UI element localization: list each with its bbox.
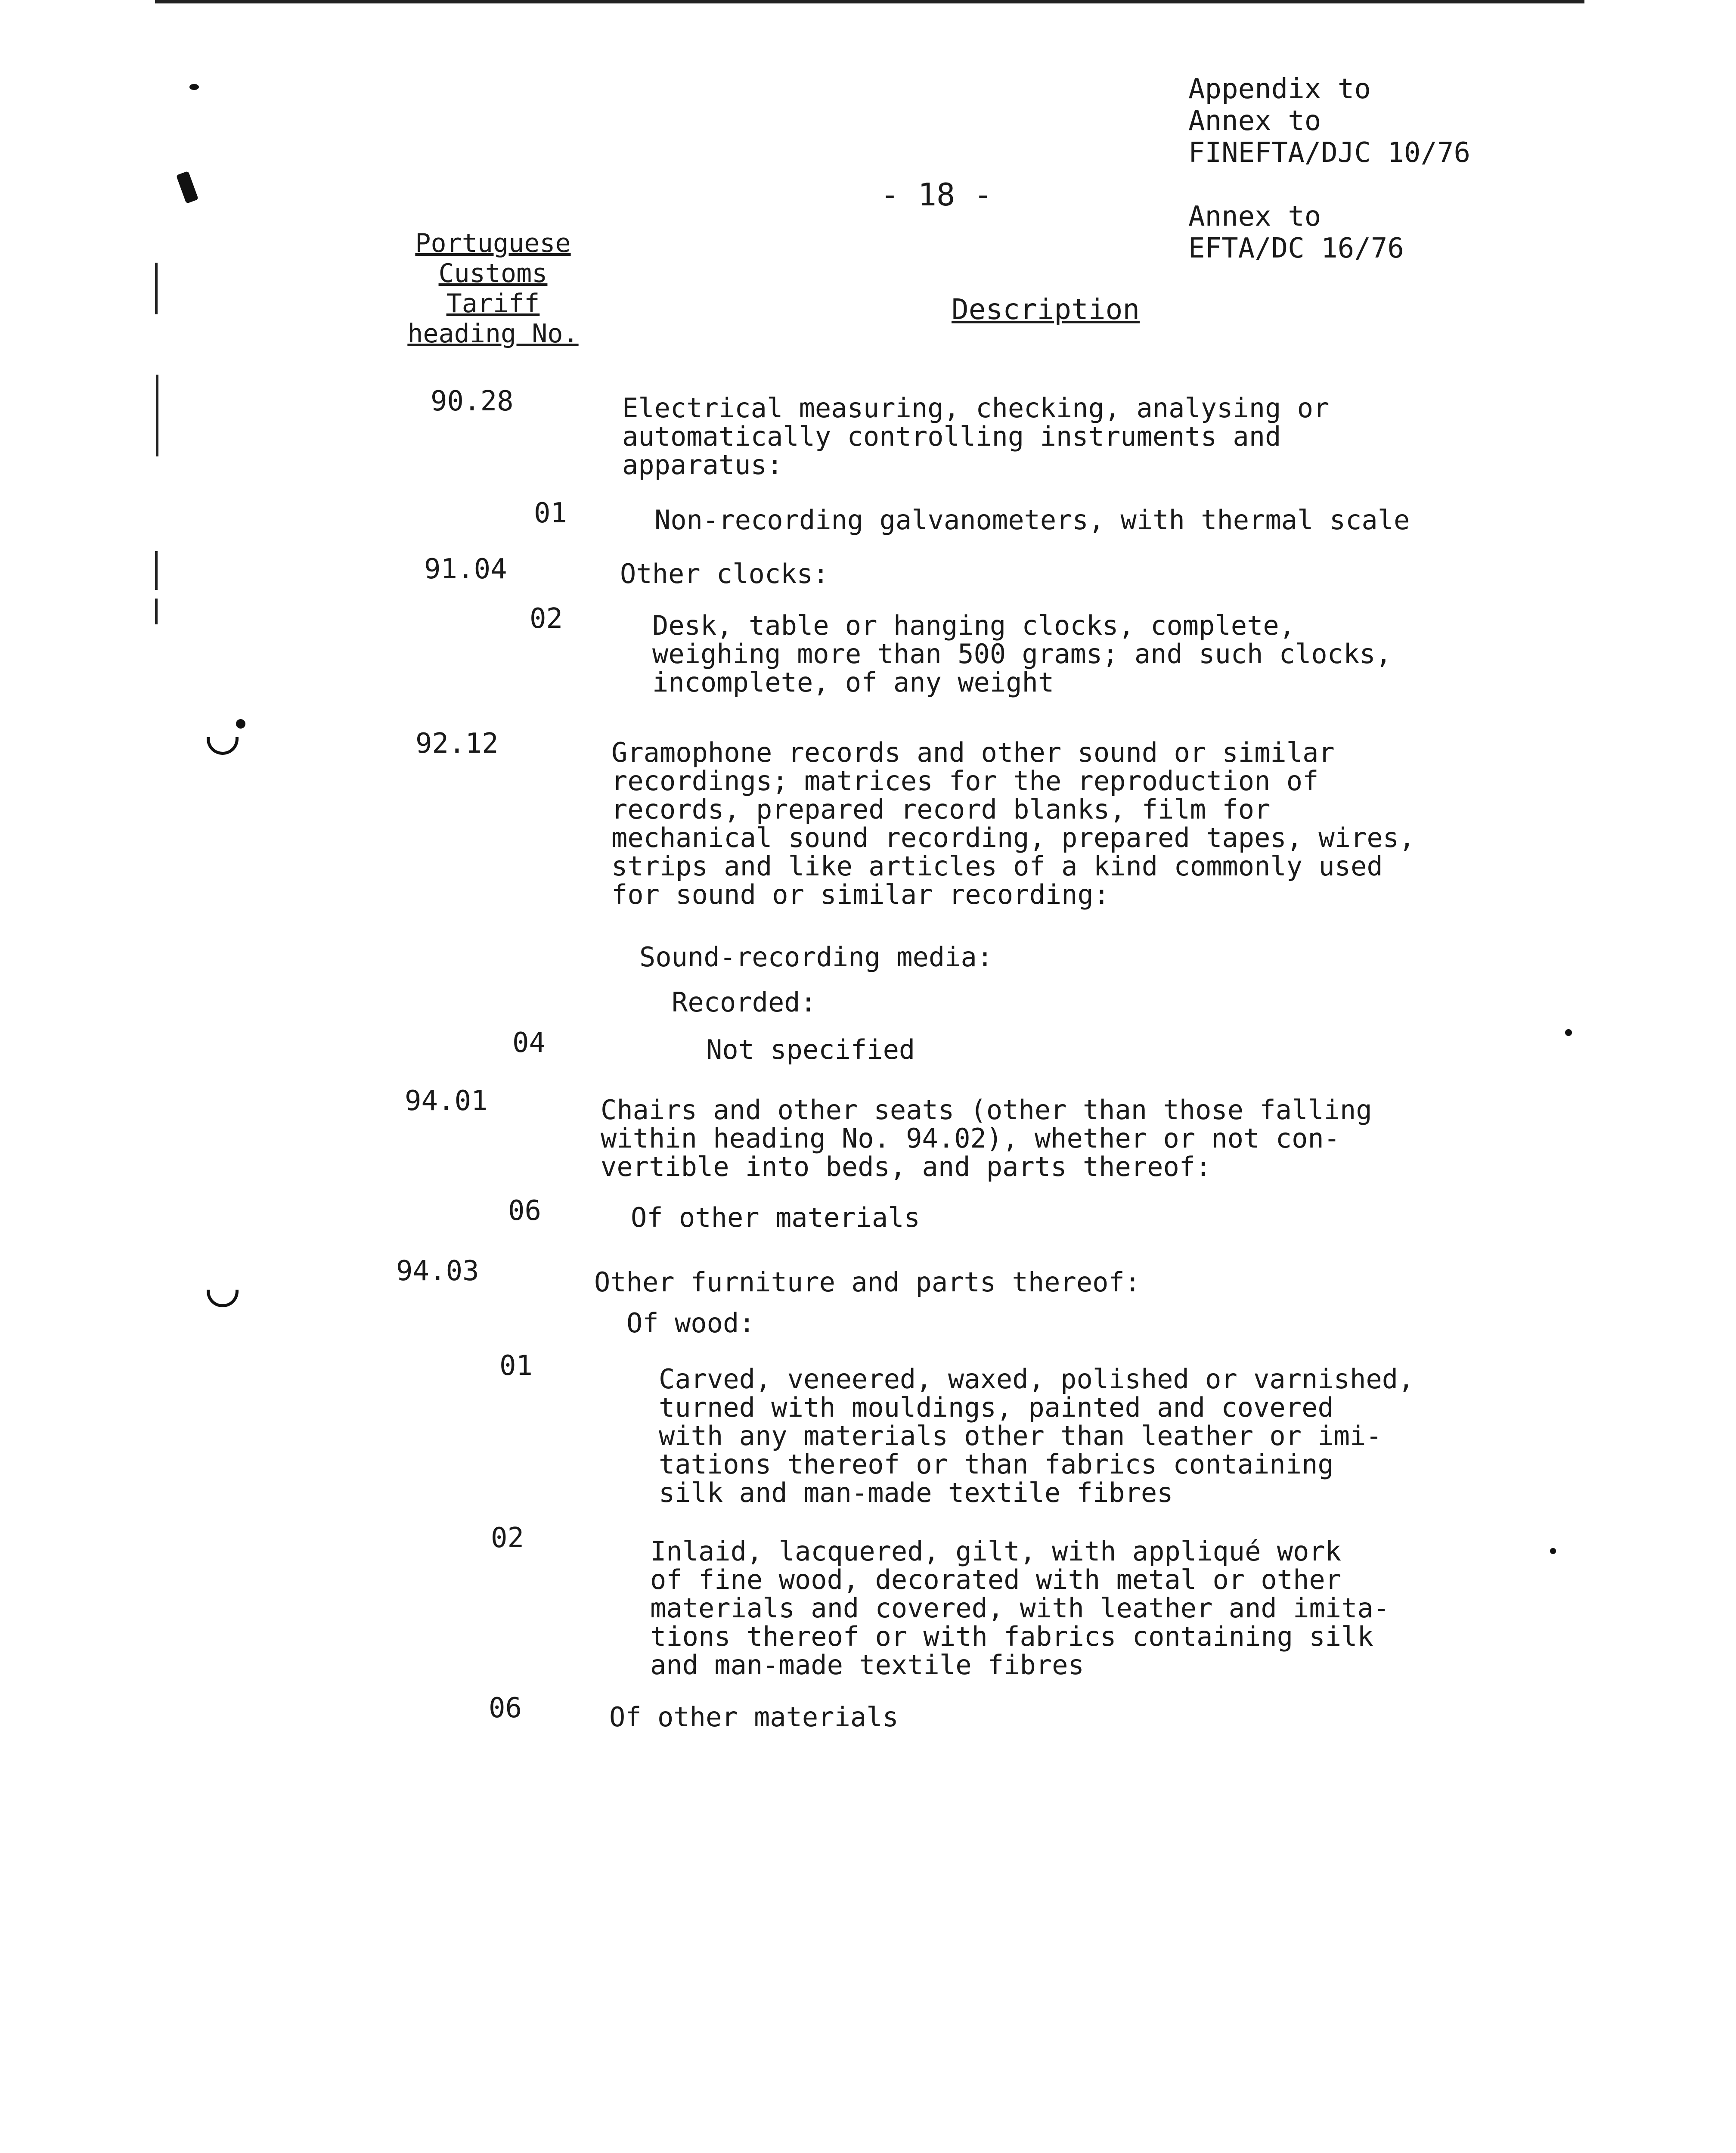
- description-line: Recorded:: [672, 987, 816, 1018]
- punch-hole-mark: [207, 737, 239, 755]
- description-line: apparatus:: [622, 449, 783, 481]
- entry-description: [706, 1036, 1589, 1064]
- entry-description: [611, 738, 1494, 909]
- description-line: Not specified: [706, 1034, 915, 1065]
- heading-number: 92.12: [415, 728, 499, 760]
- scan-speck: [189, 84, 199, 90]
- margin-mark: [155, 551, 158, 590]
- description-line: records, prepared record blanks, film for: [611, 794, 1271, 825]
- margin-mark: [156, 375, 158, 456]
- margin-mark: [155, 599, 158, 624]
- description-line: tions thereof or with fabrics containing silk: [650, 1621, 1373, 1652]
- reference-line: FINEFTA/DJC 10/76: [1188, 137, 1471, 169]
- description-line: tations thereof or than fabrics containing: [659, 1449, 1334, 1480]
- top-border-line: [155, 0, 1584, 3]
- description-line: turned with mouldings, painted and covered: [659, 1392, 1334, 1423]
- entry-description: [659, 1365, 1541, 1507]
- description-line: strips and like articles of a kind commonly used: [611, 850, 1383, 882]
- column-title-line: heading No.: [407, 319, 579, 349]
- description-line: mechanical sound recording, prepared tapes, wires,: [611, 822, 1415, 853]
- entry-description: [594, 1268, 1477, 1297]
- description-line: Non-recording galvanometers, with thermal scale: [654, 504, 1410, 536]
- description-line: recordings; matrices for the reproduction of: [611, 765, 1319, 797]
- margin-mark: [155, 263, 158, 314]
- description-line: Other clocks:: [620, 558, 829, 589]
- description-line: weighing more than 500 grams; and such clocks,: [652, 638, 1392, 670]
- subheading-number: 06: [508, 1195, 542, 1227]
- description-line: Carved, veneered, waxed, polished or varnished,: [659, 1363, 1414, 1395]
- column-title-line: Tariff: [446, 289, 540, 319]
- entry-description: [622, 394, 1505, 479]
- entry-description: [639, 943, 1522, 971]
- heading-number: 90.28: [431, 385, 514, 417]
- description-line: incomplete, of any weight: [652, 667, 1054, 698]
- description-line: Of other materials: [631, 1202, 920, 1233]
- subheading-number: 02: [530, 603, 563, 635]
- description-line: for sound or similar recording:: [611, 879, 1110, 910]
- description-line: vertible into beds, and parts thereof:: [601, 1151, 1212, 1182]
- description-line: with any materials other than leather or imi-: [659, 1420, 1382, 1452]
- entry-description: [626, 1309, 1509, 1337]
- page-number: - 18 -: [880, 177, 993, 213]
- description-line: Of other materials: [609, 1701, 899, 1733]
- entry-description: [654, 506, 1537, 534]
- heading-no-column-title: [403, 228, 583, 349]
- heading-number: 94.01: [405, 1085, 488, 1117]
- scan-speck: [176, 171, 198, 204]
- description-line: within heading No. 94.02), whether or not con-: [601, 1123, 1340, 1154]
- subheading-number: 02: [491, 1522, 524, 1554]
- reference-line: EFTA/DC 16/76: [1188, 233, 1404, 264]
- entry-description: [672, 988, 1554, 1017]
- entry-description: [620, 560, 1503, 588]
- description-line: silk and man-made textile fibres: [659, 1477, 1173, 1508]
- entry-description: [650, 1537, 1533, 1679]
- scan-speck: [236, 719, 245, 729]
- description-line: materials and covered, with leather and imita-: [650, 1592, 1390, 1624]
- description-line: and man-made textile fibres: [650, 1649, 1084, 1681]
- description-line: Other furniture and parts thereof:: [594, 1266, 1141, 1298]
- subheading-number: 06: [489, 1692, 522, 1724]
- entry-description: [652, 611, 1535, 697]
- description-line: Inlaid, lacquered, gilt, with appliqué work: [650, 1536, 1342, 1567]
- reference-header: [1188, 73, 1470, 264]
- subheading-number: 04: [512, 1027, 546, 1059]
- description-line: Desk, table or hanging clocks, complete,: [652, 610, 1296, 641]
- entry-description: [609, 1703, 1492, 1731]
- reference-line: Appendix to: [1188, 73, 1371, 105]
- description-line: Chairs and other seats (other than those falling: [601, 1094, 1372, 1126]
- column-title-line: Portuguese: [415, 228, 571, 258]
- description-line: Sound-recording media:: [639, 941, 993, 973]
- description-line: Electrical measuring, checking, analysing or: [622, 392, 1330, 424]
- subheading-number: 01: [534, 497, 567, 529]
- description-line: of fine wood, decorated with metal or other: [650, 1564, 1342, 1595]
- scan-speck: [1550, 1548, 1556, 1554]
- entry-description: [631, 1204, 1513, 1232]
- description-line: Of wood:: [626, 1307, 755, 1339]
- scan-speck: [1565, 1029, 1572, 1036]
- reference-line: Annex to: [1188, 105, 1321, 137]
- punch-hole-mark: [207, 1290, 239, 1307]
- description-line: Gramophone records and other sound or similar: [611, 737, 1335, 768]
- column-title-line: Customs: [438, 258, 548, 289]
- reference-line: Annex to: [1188, 201, 1321, 233]
- entry-description: [601, 1096, 1483, 1181]
- reference-line: [1188, 169, 1470, 201]
- description-column-title: Description: [952, 293, 1140, 326]
- heading-number: 94.03: [396, 1255, 479, 1287]
- description-line: automatically controlling instruments and: [622, 421, 1281, 452]
- heading-number: 91.04: [424, 553, 507, 585]
- subheading-number: 01: [499, 1350, 533, 1382]
